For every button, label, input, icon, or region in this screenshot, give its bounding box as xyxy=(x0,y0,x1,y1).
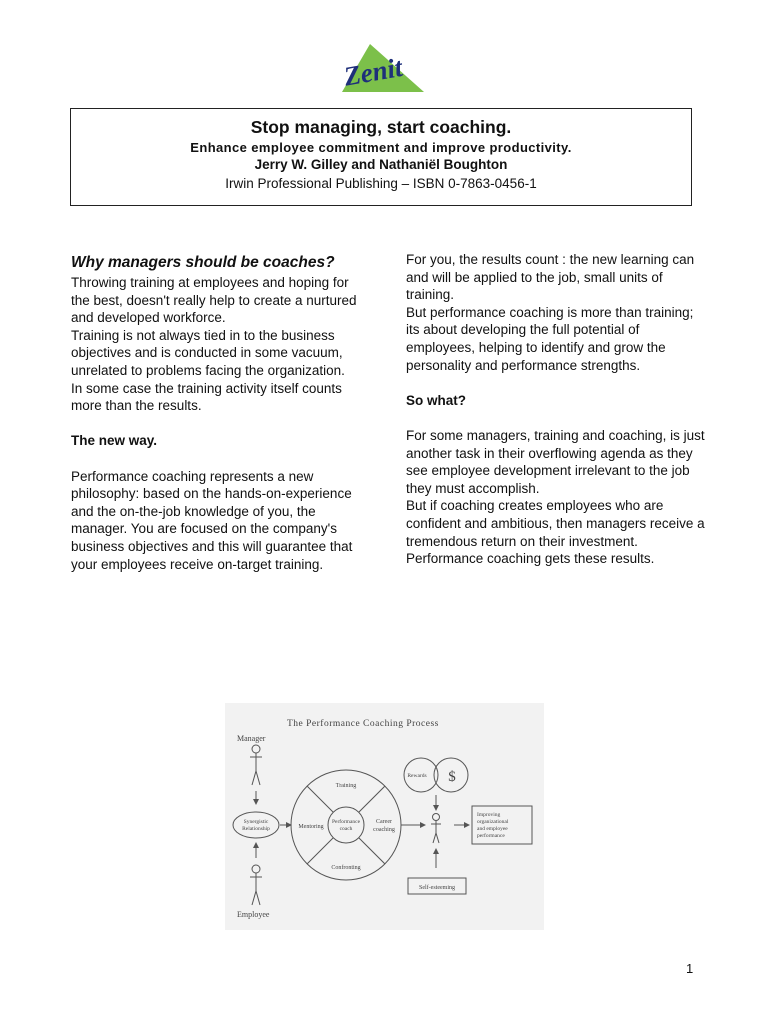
left-para1-line2: Training is not always tied in to the business objectives and is conducted in some vacuum, unrelated to problems facing the organization. xyxy=(71,327,345,378)
career-label-1: Career xyxy=(376,819,392,825)
right-para1-line2: But performance coaching is more than training; its about developing the full potential of employees, helping to identify and grow the personality and performance strengths. xyxy=(406,304,694,373)
book-authors: Jerry W. Gilley and Nathaniël Boughton xyxy=(254,157,508,172)
self-esteeming-label: Self-esteeming xyxy=(419,885,455,891)
book-title: Stop managing, start coaching. xyxy=(250,117,512,137)
logo-text: Zenit xyxy=(341,51,405,92)
synergistic-label-2: Relationship xyxy=(242,826,270,832)
manager-label: Manager xyxy=(237,734,266,743)
center-label-1: Performance xyxy=(331,819,361,825)
right-para2-line2: But if coaching creates employees who are confident and ambitious, then managers receive a tremendous return on their investment. xyxy=(406,498,705,549)
new-way-heading: The new way. xyxy=(71,433,158,449)
center-label-2: coach xyxy=(339,826,353,832)
improving-line-4: performance xyxy=(477,833,505,839)
improving-line-1: Improving xyxy=(477,812,501,818)
career-label-2: coaching xyxy=(373,827,395,833)
employee-label: Employee xyxy=(237,910,270,919)
header-box xyxy=(70,108,692,206)
right-para1-line1: For you, the results count : the new learning can and will be applied to the job, small units of training. xyxy=(406,252,695,303)
right-para2-line3: Performance coaching gets these results. xyxy=(406,551,655,567)
training-label: Training xyxy=(335,783,357,789)
left-column xyxy=(71,252,371,573)
page-number: 1 xyxy=(686,961,694,976)
synergistic-label-1: Synergistic xyxy=(243,819,269,825)
zenit-logo xyxy=(338,42,428,94)
so-what-heading: So what? xyxy=(406,392,466,408)
confronting-label: Confronting xyxy=(331,865,361,871)
diagram-title: The Performance Coaching Process xyxy=(287,719,439,729)
left-para2: Performance coaching represents a new philosophy: based on the hands-on-experience and the on-the-job knowledge of you, the manager. You are focused on the company's business objectives and this will guarantee that your employees receive on-target training. xyxy=(71,468,353,572)
book-publisher: Irwin Professional Publishing – ISBN 0-7863-0456-1 xyxy=(225,176,537,191)
left-para1-line1: Throwing training at employees and hoping for the best, doesn't really help to create a nurtured and developed workforce. xyxy=(71,275,357,326)
improving-line-3: and employee xyxy=(477,826,508,832)
right-column xyxy=(406,251,706,568)
coaching-process-diagram xyxy=(225,703,544,930)
improving-line-2: organizational xyxy=(477,819,509,825)
book-subtitle: Enhance employee commitment and improve productivity. xyxy=(190,140,572,155)
left-para1-line3: In some case the training activity itself counts more than the results. xyxy=(71,380,342,414)
dollar-icon: $ xyxy=(448,769,456,785)
mentoring-label: Mentoring xyxy=(298,824,324,830)
right-para2-line1: For some managers, training and coaching, is just another task in their overflowing agenda as they see employee development irrelevant to the job they must accomplish. xyxy=(406,427,705,496)
rewards-label: Rewards xyxy=(407,773,427,779)
question-heading: Why managers should be coaches? xyxy=(71,254,335,271)
